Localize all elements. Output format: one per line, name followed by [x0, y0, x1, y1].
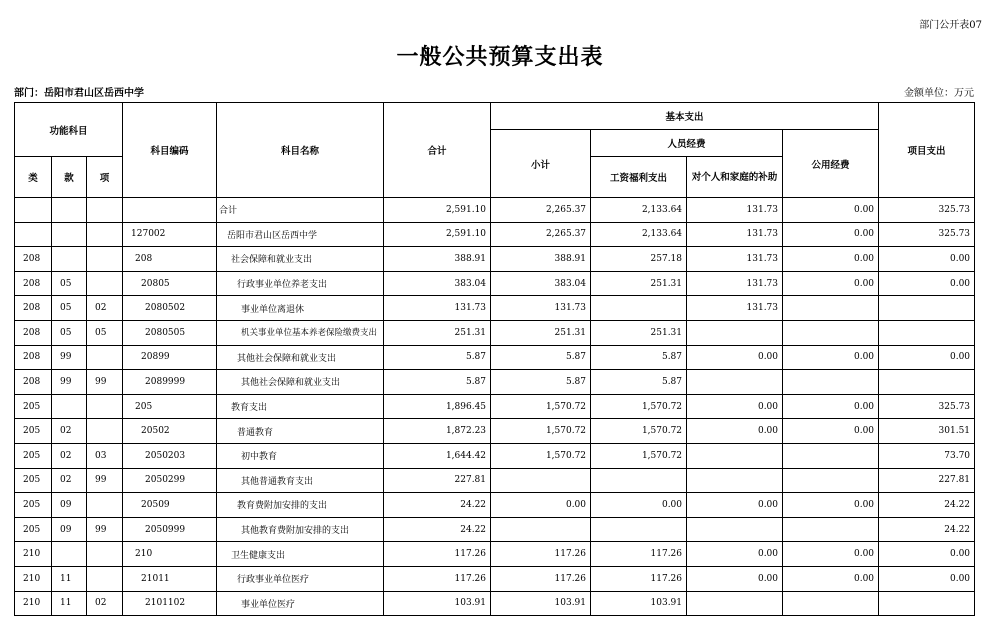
cell-xiang: 05	[87, 320, 123, 345]
table-row	[15, 443, 975, 468]
cell-kuan: 99	[52, 345, 87, 370]
cell-xiang: 99	[87, 370, 123, 395]
cell-public	[783, 296, 879, 321]
cell-project: 227.81	[879, 468, 975, 493]
cell-public: 0.00	[783, 271, 879, 296]
header-project: 项目支出	[879, 103, 975, 198]
cell-code: 2080505	[123, 320, 217, 345]
cell-xiang	[87, 493, 123, 518]
cell-project: 325.73	[879, 394, 975, 419]
cell-project: 0.00	[879, 247, 975, 272]
cell-salary: 5.87	[591, 370, 687, 395]
cell-name: 行政事业单位医疗	[217, 566, 384, 591]
cell-code: 20509	[123, 493, 217, 518]
cell-xiang: 99	[87, 468, 123, 493]
cell-kuan	[52, 542, 87, 567]
cell-kuan: 09	[52, 493, 87, 518]
cell-individual: 0.00	[687, 419, 783, 444]
cell-xiang: 02	[87, 296, 123, 321]
cell-code: 20805	[123, 271, 217, 296]
cell-lei: 210	[15, 542, 52, 567]
page-title: 一般公共预算支出表	[396, 44, 604, 70]
table-row	[15, 566, 975, 591]
cell-subtotal: 388.91	[491, 247, 591, 272]
header-xiang: 项	[87, 157, 123, 198]
cell-individual: 131.73	[687, 198, 783, 223]
cell-total: 383.04	[384, 271, 491, 296]
table-row	[15, 345, 975, 370]
form-number: 部门公开表07	[919, 20, 982, 31]
cell-total: 5.87	[384, 370, 491, 395]
cell-subtotal: 131.73	[491, 296, 591, 321]
cell-subtotal: 1,570.72	[491, 394, 591, 419]
cell-public: 0.00	[783, 394, 879, 419]
cell-salary: 2,133.64	[591, 222, 687, 247]
cell-code: 2101102	[123, 591, 217, 616]
cell-name: 其他普通教育支出	[217, 468, 384, 493]
cell-kuan	[52, 394, 87, 419]
cell-salary	[591, 468, 687, 493]
cell-salary: 103.91	[591, 591, 687, 616]
cell-subtotal: 2,265.37	[491, 222, 591, 247]
cell-subtotal: 251.31	[491, 320, 591, 345]
cell-individual: 131.73	[687, 247, 783, 272]
header-subject-name: 科目名称	[217, 103, 384, 198]
cell-project: 325.73	[879, 222, 975, 247]
cell-code: 127002	[123, 222, 217, 247]
unit-label: 金额单位：万元	[904, 88, 974, 99]
expenditure-table	[14, 102, 975, 616]
cell-project: 24.22	[879, 493, 975, 518]
cell-code: 2050203	[123, 443, 217, 468]
cell-kuan: 11	[52, 566, 87, 591]
cell-lei: 205	[15, 443, 52, 468]
cell-salary: 1,570.72	[591, 394, 687, 419]
cell-xiang	[87, 198, 123, 223]
cell-kuan: 05	[52, 296, 87, 321]
cell-total: 2,591.10	[384, 198, 491, 223]
cell-individual	[687, 443, 783, 468]
cell-total: 1,896.45	[384, 394, 491, 419]
cell-project: 0.00	[879, 345, 975, 370]
table-row	[15, 271, 975, 296]
cell-project: 0.00	[879, 271, 975, 296]
cell-individual	[687, 320, 783, 345]
cell-total: 24.22	[384, 517, 491, 542]
cell-public: 0.00	[783, 419, 879, 444]
cell-subtotal	[491, 468, 591, 493]
cell-public: 0.00	[783, 345, 879, 370]
cell-code: 2050999	[123, 517, 217, 542]
cell-public: 0.00	[783, 493, 879, 518]
cell-total: 251.31	[384, 320, 491, 345]
cell-code: 2050299	[123, 468, 217, 493]
cell-salary: 1,570.72	[591, 443, 687, 468]
cell-subtotal: 5.87	[491, 345, 591, 370]
cell-salary: 5.87	[591, 345, 687, 370]
cell-code	[123, 198, 217, 223]
cell-subtotal: 0.00	[491, 493, 591, 518]
cell-name: 社会保障和就业支出	[217, 247, 384, 272]
cell-kuan: 09	[52, 517, 87, 542]
cell-individual	[687, 370, 783, 395]
cell-project: 325.73	[879, 198, 975, 223]
cell-xiang	[87, 566, 123, 591]
cell-public: 0.00	[783, 198, 879, 223]
cell-xiang	[87, 222, 123, 247]
cell-kuan: 05	[52, 271, 87, 296]
cell-public: 0.00	[783, 247, 879, 272]
cell-subtotal	[491, 517, 591, 542]
cell-salary: 1,570.72	[591, 419, 687, 444]
cell-salary: 251.31	[591, 320, 687, 345]
cell-code: 208	[123, 247, 217, 272]
cell-code: 205	[123, 394, 217, 419]
cell-lei: 208	[15, 345, 52, 370]
cell-subtotal: 1,570.72	[491, 443, 591, 468]
cell-lei	[15, 198, 52, 223]
cell-name: 岳阳市君山区岳西中学	[217, 222, 384, 247]
table-row	[15, 394, 975, 419]
cell-individual: 0.00	[687, 345, 783, 370]
cell-subtotal: 117.26	[491, 566, 591, 591]
cell-project: 73.70	[879, 443, 975, 468]
cell-public	[783, 468, 879, 493]
header-personnel: 人员经费	[591, 130, 783, 157]
table-row	[15, 222, 975, 247]
cell-kuan	[52, 247, 87, 272]
cell-project	[879, 320, 975, 345]
cell-xiang	[87, 271, 123, 296]
table-row	[15, 296, 975, 321]
cell-name: 教育支出	[217, 394, 384, 419]
cell-individual: 131.73	[687, 271, 783, 296]
cell-lei: 210	[15, 566, 52, 591]
cell-lei: 208	[15, 320, 52, 345]
cell-project	[879, 296, 975, 321]
cell-subtotal: 117.26	[491, 542, 591, 567]
cell-total: 117.26	[384, 566, 491, 591]
cell-public	[783, 370, 879, 395]
cell-code: 20899	[123, 345, 217, 370]
cell-xiang	[87, 247, 123, 272]
cell-lei	[15, 222, 52, 247]
cell-individual	[687, 468, 783, 493]
cell-project: 24.22	[879, 517, 975, 542]
cell-individual: 131.73	[687, 296, 783, 321]
cell-lei: 208	[15, 247, 52, 272]
cell-total: 5.87	[384, 345, 491, 370]
cell-individual: 0.00	[687, 566, 783, 591]
header-public: 公用经费	[783, 130, 879, 198]
cell-name: 事业单位离退休	[217, 296, 384, 321]
header-subtotal: 小计	[491, 130, 591, 198]
cell-lei: 205	[15, 517, 52, 542]
cell-name: 事业单位医疗	[217, 591, 384, 616]
cell-lei: 205	[15, 419, 52, 444]
header-individual: 对个人和家庭的补助	[687, 157, 783, 198]
table-row	[15, 247, 975, 272]
cell-kuan: 05	[52, 320, 87, 345]
table-row	[15, 370, 975, 395]
cell-subtotal: 2,265.37	[491, 198, 591, 223]
header-total: 合计	[384, 103, 491, 198]
cell-name: 其他社会保障和就业支出	[217, 345, 384, 370]
header-func-subject: 功能科目	[15, 103, 123, 157]
cell-lei: 208	[15, 370, 52, 395]
table-row	[15, 198, 975, 223]
cell-kuan: 11	[52, 591, 87, 616]
cell-kuan	[52, 222, 87, 247]
cell-public: 0.00	[783, 566, 879, 591]
cell-name: 普通教育	[217, 419, 384, 444]
cell-salary: 117.26	[591, 566, 687, 591]
cell-name: 其他社会保障和就业支出	[217, 370, 384, 395]
cell-code: 2080502	[123, 296, 217, 321]
cell-code: 21011	[123, 566, 217, 591]
cell-individual: 131.73	[687, 222, 783, 247]
cell-xiang	[87, 542, 123, 567]
cell-total: 2,591.10	[384, 222, 491, 247]
table-row	[15, 591, 975, 616]
cell-code: 2089999	[123, 370, 217, 395]
cell-salary: 0.00	[591, 493, 687, 518]
cell-name: 教育费附加安排的支出	[217, 493, 384, 518]
table-row	[15, 468, 975, 493]
cell-name: 初中教育	[217, 443, 384, 468]
cell-xiang	[87, 345, 123, 370]
cell-project: 0.00	[879, 542, 975, 567]
cell-xiang	[87, 419, 123, 444]
cell-individual	[687, 517, 783, 542]
cell-kuan: 02	[52, 419, 87, 444]
cell-individual: 0.00	[687, 542, 783, 567]
cell-individual	[687, 591, 783, 616]
cell-lei: 205	[15, 394, 52, 419]
cell-xiang	[87, 394, 123, 419]
cell-salary: 117.26	[591, 542, 687, 567]
cell-xiang: 03	[87, 443, 123, 468]
cell-total: 1,872.23	[384, 419, 491, 444]
cell-xiang: 99	[87, 517, 123, 542]
cell-code: 20502	[123, 419, 217, 444]
cell-kuan: 02	[52, 468, 87, 493]
cell-lei: 210	[15, 591, 52, 616]
header-lei: 类	[15, 157, 52, 198]
cell-lei: 205	[15, 468, 52, 493]
cell-lei: 208	[15, 271, 52, 296]
cell-public	[783, 443, 879, 468]
table-row	[15, 542, 975, 567]
cell-individual: 0.00	[687, 493, 783, 518]
table-row	[15, 493, 975, 518]
cell-salary	[591, 517, 687, 542]
cell-total: 1,644.42	[384, 443, 491, 468]
header-subject-code: 科目编码	[123, 103, 217, 198]
cell-salary: 2,133.64	[591, 198, 687, 223]
cell-subtotal: 5.87	[491, 370, 591, 395]
cell-subtotal: 383.04	[491, 271, 591, 296]
department-label: 部门：岳阳市君山区岳西中学	[14, 88, 144, 99]
cell-xiang: 02	[87, 591, 123, 616]
header-salary: 工资福利支出	[591, 157, 687, 198]
cell-public	[783, 517, 879, 542]
cell-salary: 257.18	[591, 247, 687, 272]
cell-total: 131.73	[384, 296, 491, 321]
cell-name: 其他教育费附加安排的支出	[217, 517, 384, 542]
table-row	[15, 419, 975, 444]
cell-project	[879, 591, 975, 616]
cell-total: 227.81	[384, 468, 491, 493]
cell-public: 0.00	[783, 542, 879, 567]
table-row	[15, 320, 975, 345]
cell-project: 0.00	[879, 566, 975, 591]
cell-project: 301.51	[879, 419, 975, 444]
cell-kuan	[52, 198, 87, 223]
cell-kuan: 02	[52, 443, 87, 468]
cell-public: 0.00	[783, 222, 879, 247]
cell-name: 卫生健康支出	[217, 542, 384, 567]
cell-subtotal: 103.91	[491, 591, 591, 616]
header-basic: 基本支出	[491, 103, 879, 130]
cell-lei: 205	[15, 493, 52, 518]
cell-total: 117.26	[384, 542, 491, 567]
cell-total: 24.22	[384, 493, 491, 518]
cell-individual: 0.00	[687, 394, 783, 419]
table-row	[15, 517, 975, 542]
cell-subtotal: 1,570.72	[491, 419, 591, 444]
header-kuan: 款	[52, 157, 87, 198]
cell-project	[879, 370, 975, 395]
cell-lei: 208	[15, 296, 52, 321]
cell-public	[783, 591, 879, 616]
cell-code: 210	[123, 542, 217, 567]
cell-salary	[591, 296, 687, 321]
cell-name: 机关事业单位基本养老保险缴费支出	[217, 320, 384, 345]
cell-kuan: 99	[52, 370, 87, 395]
cell-public	[783, 320, 879, 345]
cell-name: 行政事业单位养老支出	[217, 271, 384, 296]
cell-name: 合计	[217, 198, 384, 223]
cell-salary: 251.31	[591, 271, 687, 296]
cell-total: 388.91	[384, 247, 491, 272]
cell-total: 103.91	[384, 591, 491, 616]
